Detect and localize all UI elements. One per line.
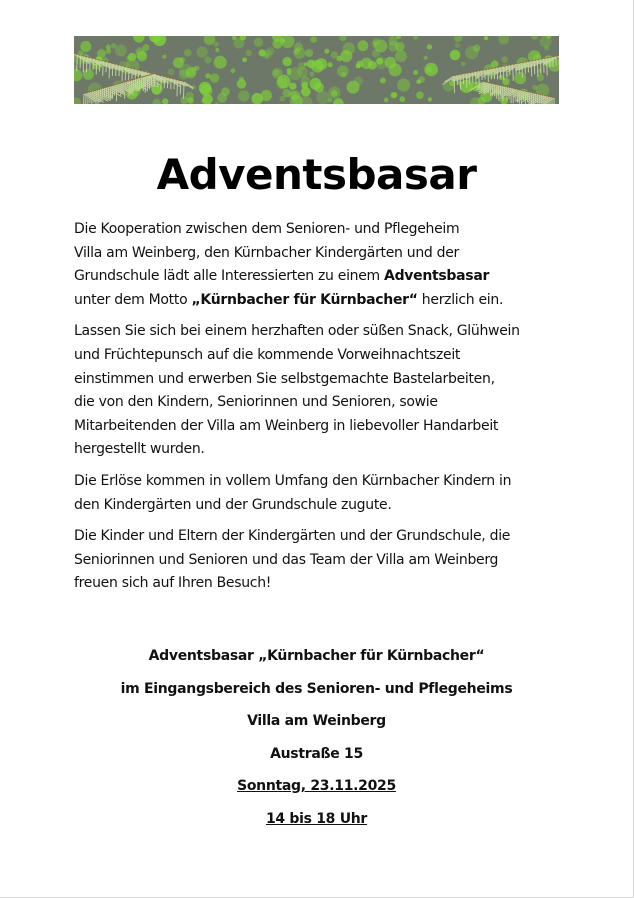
event-address: Austraße 15 [270, 745, 363, 762]
event-venue: Villa am Weinberg [247, 713, 386, 729]
text-line [74, 572, 560, 596]
text-line [74, 289, 560, 313]
text-line [74, 525, 560, 549]
event-info [74, 644, 559, 839]
text-run: Die Kinder und Eltern der Kindergärten und der Grundschule, die [74, 528, 511, 545]
text-line [74, 218, 560, 242]
paragraph [74, 525, 560, 596]
text-line [74, 391, 560, 415]
fir-branch-bokeh-icon [74, 36, 559, 104]
event-time: 14 bis 18 Uhr [265, 810, 368, 827]
text-run: Die Kooperation zwischen dem Senioren- und Pflegeheim [74, 221, 460, 237]
event-date-line [74, 774, 559, 807]
text-run: Die Erlöse kommen in vollem Umfang den Kürnbacher Kindern in [74, 472, 512, 489]
text-line [74, 242, 560, 266]
banner-image [74, 36, 559, 104]
text-run: und Früchtepunsch auf die kommende Vorweihnachtszeit [74, 346, 461, 363]
page-title: Adventsbasar [156, 150, 477, 199]
text-run: hergestellt wurden. [74, 441, 205, 458]
paragraph [74, 320, 560, 462]
text-run: die von den Kindern, Seniorinnen und Senioren, sowie [74, 394, 438, 411]
text-line [74, 320, 560, 344]
text-run: Seniorinnen und Senioren und das Team der Villa am Weinberg [74, 551, 499, 568]
text-line [74, 494, 560, 518]
event-time-line [74, 807, 559, 840]
text-line [74, 438, 560, 462]
paragraph [74, 218, 560, 312]
bold-text: Adventsbasar [384, 268, 490, 285]
text-line [74, 549, 560, 573]
text-run: freuen sich auf Ihren Besuch! [74, 575, 272, 592]
body-text [74, 218, 560, 604]
text-line [74, 368, 560, 392]
event-date: Sonntag, 23.11.2025 [237, 778, 396, 794]
text-run: einstimmen und erwerben Sie selbstgemachte Bastelarbeiten, [74, 370, 495, 387]
text-run: Mitarbeitenden der Villa am Weinberg in liebevoller Handarbeit [74, 417, 499, 434]
event-location: im Eingangsbereich des Senioren- und Pflegeheims [120, 680, 513, 697]
bold-text: „Kürnbacher für Kürnbacher“ [191, 291, 418, 308]
paragraph [74, 470, 560, 517]
text-run: den Kindergärten und der Grundschule zugute. [74, 496, 392, 513]
text-run: herzlich ein. [417, 291, 504, 308]
text-run: Lassen Sie sich bei einem herzhaften oder süßen Snack, Glühwein [74, 323, 520, 340]
text-run: Grundschule lädt alle Interessierten zu einem [74, 268, 385, 285]
text-run: unter dem Motto [74, 291, 192, 308]
text-line [74, 265, 560, 289]
event-name: Adventsbasar „Kürnbacher für Kürnbacher“ [148, 648, 485, 664]
text-line [74, 415, 560, 439]
text-run: Villa am Weinberg, den Kürnbacher Kindergärten und der [74, 244, 459, 261]
text-line [74, 470, 560, 494]
text-line [74, 344, 560, 368]
